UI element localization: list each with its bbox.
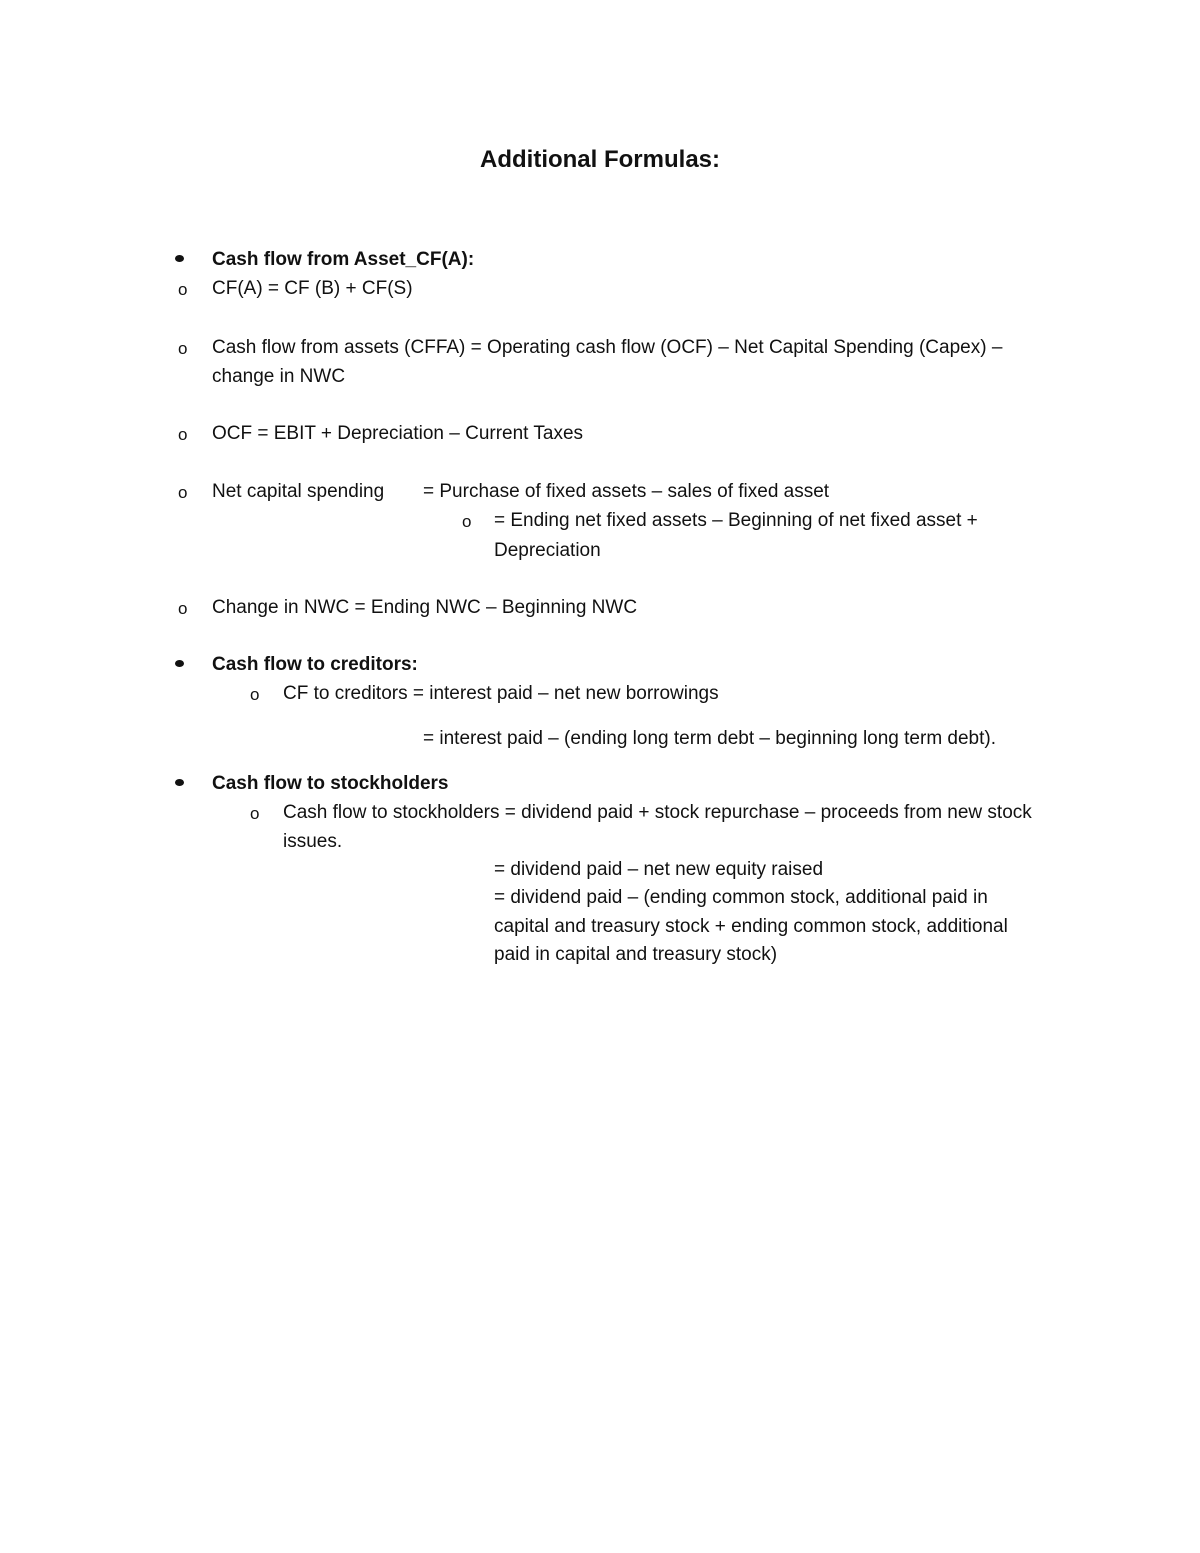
- formula-cf-stockholders-line2: issues.: [283, 831, 343, 852]
- formula-nwc: Change in NWC = Ending NWC – Beginning NWC: [212, 597, 638, 618]
- sub-bullet-icon: o: [178, 599, 188, 618]
- sub-bullet-icon: o: [178, 280, 188, 299]
- sub-bullet-icon: o: [462, 512, 472, 531]
- section-heading-assets: Cash flow from Asset_CF(A):: [212, 249, 475, 270]
- formula-cffa-line1: Cash flow from assets (CFFA) = Operating cash flow (OCF) – Net Capital Spending (Capex) –: [212, 337, 1003, 358]
- bullet-icon: [175, 255, 184, 262]
- formula-cf-creditors: CF to creditors = interest paid – net new borrowings: [283, 683, 719, 704]
- formula-stockholders-alt1: = dividend paid – net new equity raised: [494, 859, 824, 880]
- formula-cf-stockholders-line1: Cash flow to stockholders = dividend paid + stock repurchase – proceeds from new stock: [283, 802, 1032, 823]
- section-heading-creditors: Cash flow to creditors:: [212, 654, 418, 675]
- formula-ocf: OCF = EBIT + Depreciation – Current Taxes: [212, 423, 584, 444]
- formula-cfa: CF(A) = CF (B) + CF(S): [212, 278, 413, 299]
- sub-bullet-icon: o: [250, 804, 260, 823]
- formula-ncs-label: Net capital spending: [212, 481, 385, 502]
- formula-cffa-line2: change in NWC: [212, 366, 346, 387]
- sub-bullet-icon: o: [178, 483, 188, 502]
- formula-ncs-2-line2: Depreciation: [494, 540, 601, 561]
- sub-bullet-icon: o: [178, 339, 188, 358]
- formula-stockholders-alt2-line2: capital and treasury stock + ending common stock, additional: [494, 916, 1008, 937]
- bullet-icon: [175, 660, 184, 667]
- formula-ncs-1: = Purchase of fixed assets – sales of fixed asset: [423, 481, 830, 502]
- page-title: Additional Formulas:: [480, 146, 720, 173]
- formula-cf-creditors-alt: = interest paid – (ending long term debt – beginning long term debt).: [423, 728, 997, 749]
- formula-stockholders-alt2-line1: = dividend paid – (ending common stock, additional paid in: [494, 887, 988, 908]
- formula-stockholders-alt2-line3: paid in capital and treasury stock): [494, 944, 778, 965]
- section-heading-stockholders: Cash flow to stockholders: [212, 773, 449, 794]
- sub-bullet-icon: o: [250, 685, 260, 704]
- formula-ncs-2-line1: = Ending net fixed assets – Beginning of net fixed asset +: [494, 510, 978, 531]
- bullet-icon: [175, 779, 184, 786]
- sub-bullet-icon: o: [178, 425, 188, 444]
